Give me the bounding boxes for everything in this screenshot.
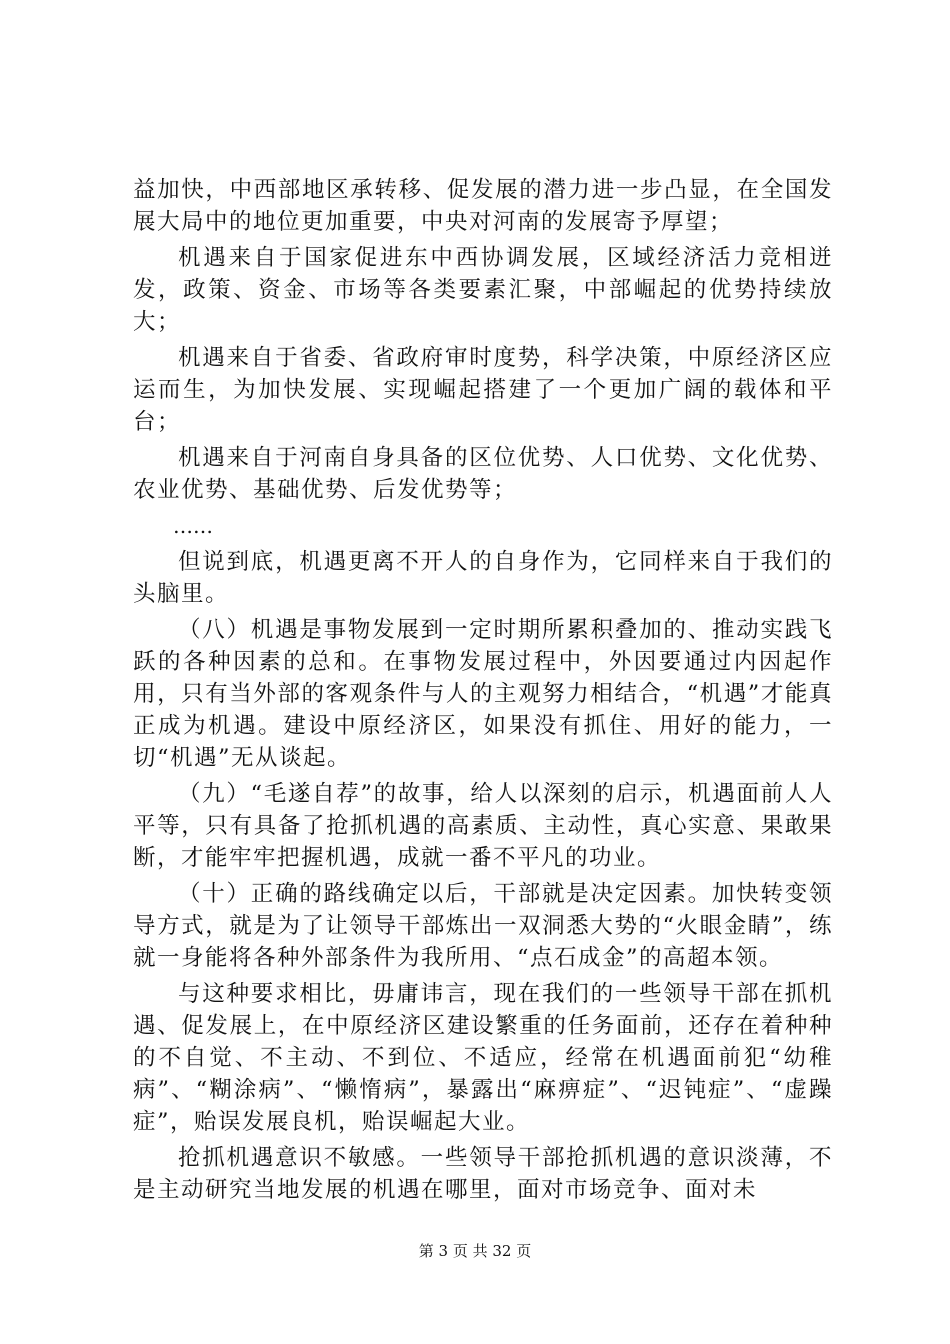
paragraph-opportunity-national: 机遇来自于国家促进东中西协调发展，区域经济活力竞相迸发，政策、资金、市场等各类要素汇聚，中部崛起的优势持续放大； — [133, 245, 833, 335]
paragraph-section-9: （九）“毛遂自荐”的故事，给人以深刻的启示，机遇面前人人平等，只有具备了抢抓机遇的高素质、主动性，真心实意、果敢果断，才能牢牢把握机遇，成就一番不平凡的功业。 — [133, 781, 833, 871]
paragraph-opportunity-henan: 机遇来自于河南自身具备的区位优势、人口优势、文化优势、农业优势、基础优势、后发优势等； — [133, 445, 833, 503]
paragraph-ellipsis: …… — [173, 514, 213, 538]
paragraph-section-8: （八）机遇是事物发展到一定时期所累积叠加的、推动实践飞跃的各种因素的总和。在事物发展过程中，外因要通过内因起作用，只有当外部的客观条件与人的主观努力相结合，“机遇”才能真正成为机遇。建设中原经济区，如果没有抓住、用好的能力，一切“机遇”无从谈起。 — [133, 617, 833, 771]
paragraph-awareness: 抢抓机遇意识不敏感。一些领导干部抢抓机遇的意识淡薄，不是主动研究当地发展的机遇在哪里，面对市场竞争、面对未 — [133, 1145, 833, 1203]
paragraph-opportunity-provincial: 机遇来自于省委、省政府审时度势，科学决策，中原经济区应运而生，为加快发展、实现崛起搭建了一个更加广阔的载体和平台； — [133, 345, 833, 435]
paragraph-comparison: 与这种要求相比，毋庸讳言，现在我们的一些领导干部在抓机遇、促发展上，在中原经济区建设繁重的任务面前，还存在着种种的不自觉、不主动、不到位、不适应，经常在机遇面前犯“幼稚病”、“糊涂病”、“懒惰病”，暴露出“麻痹症”、“迟钝症”、“虚躁症”，贻误发展良机，贻误崛起大业。 — [133, 981, 833, 1135]
paragraph-continuation: 益加快，中西部地区承转移、促发展的潜力进一步凸显，在全国发展大局中的地位更加重要，中央对河南的发展寄予厚望； — [133, 177, 833, 235]
paragraph-self-effort: 但说到底，机遇更离不开人的自身作为，它同样来自于我们的头脑里。 — [133, 549, 833, 607]
page-footer: 第 3 页 共 32 页 — [418, 1242, 532, 1260]
paragraph-section-10: （十）正确的路线确定以后，干部就是决定因素。加快转变领导方式，就是为了让领导干部炼出一双洞悉大势的“火眼金睛”，练就一身能将各种外部条件为我所用、“点石成金”的高超本领。 — [133, 881, 833, 971]
document-body — [133, 174, 833, 1210]
